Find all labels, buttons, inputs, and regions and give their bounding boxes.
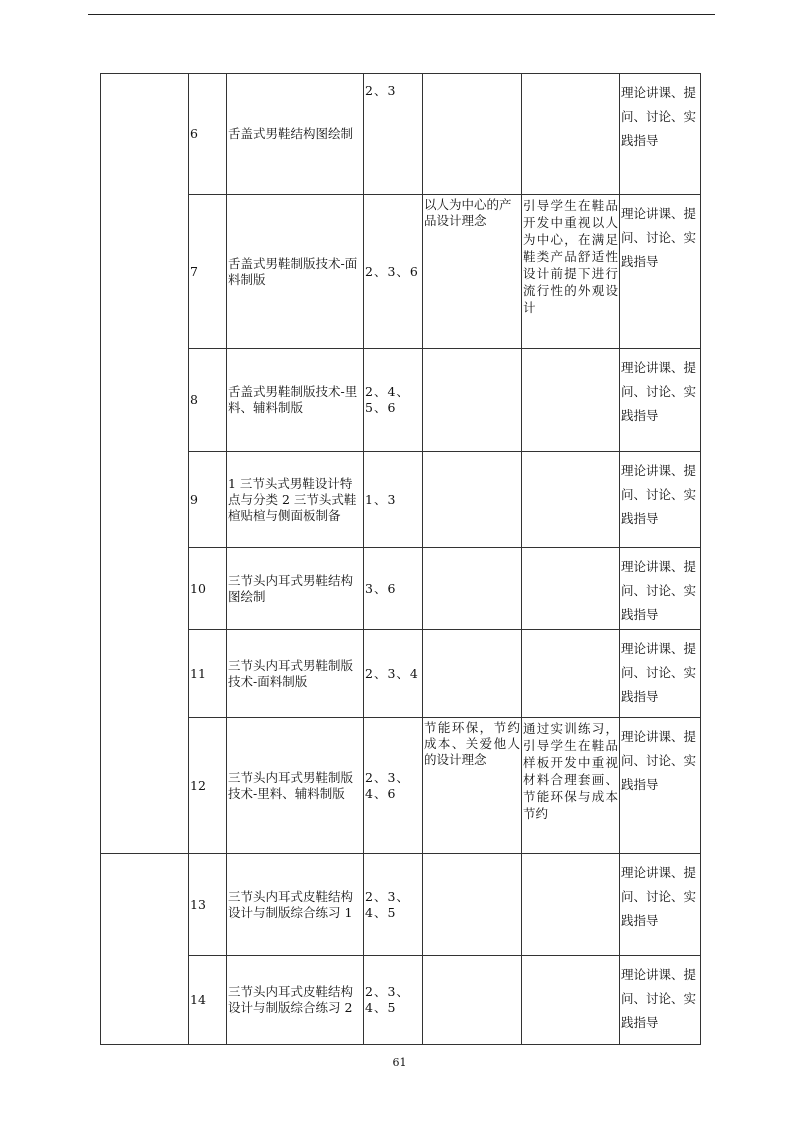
teaching-method-cell: 理论讲课、提问、讨论、实践指导 (620, 349, 701, 452)
table-row (101, 195, 701, 349)
goals-cell: 2、4、5、6 (364, 349, 423, 452)
row-number: 11 (189, 630, 227, 718)
method-cell (522, 349, 620, 452)
table-row (101, 452, 701, 548)
chapter-cell (101, 854, 189, 1045)
goals-cell: 3、6 (364, 548, 423, 630)
content-cell: 三节头内耳式男鞋结构图绘制 (227, 548, 364, 630)
row-number: 6 (189, 74, 227, 195)
teaching-method-cell: 理论讲课、提问、讨论、实践指导 (620, 854, 701, 956)
teaching-method-cell: 理论讲课、提问、讨论、实践指导 (620, 956, 701, 1045)
header-rule (88, 14, 715, 15)
ideology-cell (423, 74, 522, 195)
content-cell: 1 三节头式男鞋设计特点与分类 2 三节头式鞋楦贴楦与侧面板制备 (227, 452, 364, 548)
page-number: 61 (392, 1056, 407, 1069)
content-cell: 三节头内耳式皮鞋结构设计与制版综合练习 1 (227, 854, 364, 956)
goals-cell: 2、3 (364, 74, 423, 195)
goals-cell: 2、3、6 (364, 195, 423, 349)
content-cell: 三节头内耳式皮鞋结构设计与制版综合练习 2 (227, 956, 364, 1045)
method-cell (522, 854, 620, 956)
content-cell: 舌盖式男鞋结构图绘制 (227, 74, 364, 195)
method-cell (522, 452, 620, 548)
ideology-cell (423, 630, 522, 718)
row-number: 10 (189, 548, 227, 630)
method-cell (522, 956, 620, 1045)
method-cell (522, 548, 620, 630)
ideology-cell (423, 854, 522, 956)
table-row (101, 630, 701, 718)
row-number: 14 (189, 956, 227, 1045)
ideology-cell: 以人为中心的产品设计理念 (423, 195, 522, 349)
goals-cell: 2、3、4、5 (364, 854, 423, 956)
row-number: 8 (189, 349, 227, 452)
teaching-method-cell: 理论讲课、提问、讨论、实践指导 (620, 195, 701, 349)
table-row (101, 718, 701, 854)
teaching-method-cell: 理论讲课、提问、讨论、实践指导 (620, 548, 701, 630)
ideology-cell (423, 956, 522, 1045)
goals-cell: 2、3、4、6 (364, 718, 423, 854)
table-row (101, 349, 701, 452)
table-row (101, 548, 701, 630)
content-cell: 舌盖式男鞋制版技术-面料制版 (227, 195, 364, 349)
ideology-cell (423, 548, 522, 630)
teaching-method-cell: 理论讲课、提问、讨论、实践指导 (620, 74, 701, 195)
method-cell: 通过实训练习，引导学生在鞋品样板开发中重视材料合理套画、节能环保与成本节约 (522, 718, 620, 854)
course-schedule-table (100, 73, 701, 1045)
row-number: 7 (189, 195, 227, 349)
goals-cell: 2、3、4、5 (364, 956, 423, 1045)
goals-cell: 1、3 (364, 452, 423, 548)
ideology-cell (423, 452, 522, 548)
table-row (101, 74, 701, 195)
goals-cell: 2、3、4 (364, 630, 423, 718)
chapter-cell (101, 74, 189, 854)
method-cell: 引导学生在鞋品开发中重视以人为中心，在满足鞋类产品舒适性设计前提下进行流行性的外观设计 (522, 195, 620, 349)
content-cell: 三节头内耳式男鞋制版技术-面料制版 (227, 630, 364, 718)
row-number: 9 (189, 452, 227, 548)
content-cell: 三节头内耳式男鞋制版技术-里料、辅料制版 (227, 718, 364, 854)
content-cell: 舌盖式男鞋制版技术-里料、辅料制版 (227, 349, 364, 452)
teaching-method-cell: 理论讲课、提问、讨论、实践指导 (620, 630, 701, 718)
row-number: 13 (189, 854, 227, 956)
method-cell (522, 630, 620, 718)
table-row (101, 956, 701, 1045)
table-row (101, 854, 701, 956)
method-cell (522, 74, 620, 195)
teaching-method-cell: 理论讲课、提问、讨论、实践指导 (620, 452, 701, 548)
ideology-cell (423, 349, 522, 452)
ideology-cell: 节能环保，节约成本、关爱他人的设计理念 (423, 718, 522, 854)
teaching-method-cell: 理论讲课、提问、讨论、实践指导 (620, 718, 701, 854)
row-number: 12 (189, 718, 227, 854)
